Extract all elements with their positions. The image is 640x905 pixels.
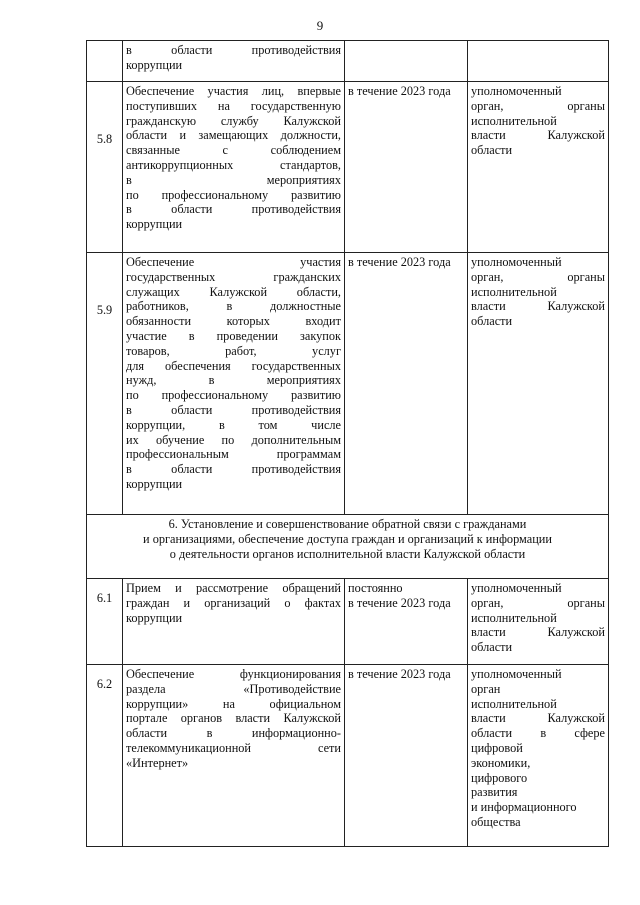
table-row [87, 579, 609, 665]
text-line: поступивших на государственную [126, 98, 341, 113]
responsible-line: экономики, [471, 755, 531, 770]
text-line: коррупции [126, 610, 183, 625]
table-row [87, 665, 609, 847]
item-number: 5.8 [87, 82, 123, 253]
term-line: в течение 2023 года [348, 255, 451, 269]
text-line: в области противодействия [126, 202, 341, 217]
responsible-executor [468, 41, 609, 82]
responsible-line: исполнительной [471, 113, 557, 128]
responsible-line: власти Калужской [471, 128, 605, 143]
responsible-line: области [471, 143, 513, 158]
responsible-line: уполномоченный [471, 84, 562, 98]
text-line: связанные с соблюдением [126, 143, 341, 158]
responsible-line: цифровой [471, 740, 523, 755]
text-line: товаров, работ, услуг [126, 343, 341, 358]
text-line: коррупции» на официальном [126, 696, 341, 711]
execution-term [345, 253, 468, 515]
text-line: в области противодействия [126, 43, 341, 57]
term-line: постоянно [348, 581, 403, 595]
item-number: 5.9 [87, 253, 123, 515]
text-line: Обеспечение участия [126, 255, 341, 269]
text-line: раздела «Противодействие [126, 681, 341, 696]
term-line: в течение 2023 года [348, 84, 451, 98]
responsible-executor [468, 665, 609, 847]
responsible-line: исполнительной [471, 284, 557, 299]
text-line: участие в проведении закупок [126, 328, 341, 343]
execution-term [345, 665, 468, 847]
text-line: области в информационно- [126, 726, 341, 741]
text-line: по профессиональному развитию [126, 388, 341, 403]
measure-description [123, 253, 345, 515]
text-line: коррупции [126, 57, 183, 72]
responsible-line: уполномоченный [471, 255, 562, 269]
text-line: работников, в должностные [126, 299, 341, 314]
text-line: телекоммуникационной сети [126, 740, 341, 755]
measure-description [123, 41, 345, 82]
responsible-line: орган, органы [471, 269, 605, 284]
item-number [87, 41, 123, 82]
table-row [87, 41, 609, 82]
text-line: в мероприятиях [126, 172, 341, 187]
table-row [87, 82, 609, 253]
text-line: коррупции, в том числе [126, 417, 341, 432]
execution-term [345, 82, 468, 253]
execution-term [345, 579, 468, 665]
text-line: «Интернет» [126, 755, 189, 770]
responsible-line: власти Калужской [471, 299, 605, 314]
responsible-line: уполномоченный [471, 667, 562, 681]
page-number: 9 [316, 18, 324, 33]
responsible-line: и информационного [471, 800, 577, 815]
execution-term [345, 41, 468, 82]
measure-description [123, 82, 345, 253]
measure-description [123, 579, 345, 665]
item-number: 6.2 [87, 665, 123, 847]
responsible-line: цифрового [471, 770, 528, 785]
responsible-line: области в сфере [471, 726, 605, 741]
section-heading-line: 6. Установление и совершенствование обратной связи с гражданами [168, 517, 527, 531]
responsible-line: исполнительной [471, 610, 557, 625]
text-line: в области противодействия [126, 402, 341, 417]
text-line: Обеспечение участия лиц, впервые [126, 84, 341, 98]
responsible-line: исполнительной [471, 696, 557, 711]
section-heading-row [87, 515, 609, 579]
text-line: граждан и организаций о фактах [126, 595, 341, 610]
measure-description [123, 665, 345, 847]
text-line: служащих Калужской области, [126, 284, 341, 299]
responsible-line: орган, органы [471, 98, 605, 113]
responsible-line: уполномоченный [471, 581, 562, 595]
section-heading-line: о деятельности органов исполнительной власти Калужской области [169, 546, 526, 561]
section-heading-line: и организациями, обеспечение доступа граждан и организаций к информации [143, 531, 552, 546]
text-line: антикоррупционных стандартов, [126, 157, 341, 172]
responsible-line: орган, органы [471, 595, 605, 610]
responsible-line: общества [471, 814, 521, 829]
responsible-executor [468, 253, 609, 515]
text-line: области и замещающих должности, [126, 128, 341, 143]
responsible-executor [468, 82, 609, 253]
text-line: профессиональным программам [126, 447, 341, 462]
measures-table [86, 40, 609, 847]
text-line: обязанности которых входит [126, 314, 341, 329]
text-line: Обеспечение функционирования [126, 667, 341, 681]
table-row [87, 253, 609, 515]
responsible-line: области [471, 640, 513, 655]
text-line: для обеспечения государственных [126, 358, 341, 373]
text-line: коррупции [126, 476, 183, 491]
term-line: в течение 2023 года [348, 595, 451, 610]
responsible-line: орган [471, 681, 501, 696]
text-line: Прием и рассмотрение обращений [126, 581, 341, 595]
responsible-line: развития [471, 785, 518, 800]
text-line: нужд, в мероприятиях [126, 373, 341, 388]
text-line: в области противодействия [126, 462, 341, 477]
text-line: их обучение по дополнительным [126, 432, 341, 447]
text-line: по профессиональному развитию [126, 187, 341, 202]
responsible-line: власти Калужской [471, 711, 605, 726]
text-line: коррупции [126, 217, 183, 232]
text-line: гражданскую службу Калужской [126, 113, 341, 128]
item-number: 6.1 [87, 579, 123, 665]
text-line: государственных гражданских [126, 269, 341, 284]
responsible-line: области [471, 314, 513, 329]
section-heading [87, 515, 609, 579]
term-line: в течение 2023 года [348, 667, 451, 681]
responsible-executor [468, 579, 609, 665]
text-line: портале органов власти Калужской [126, 711, 341, 726]
responsible-line: власти Калужской [471, 625, 605, 640]
